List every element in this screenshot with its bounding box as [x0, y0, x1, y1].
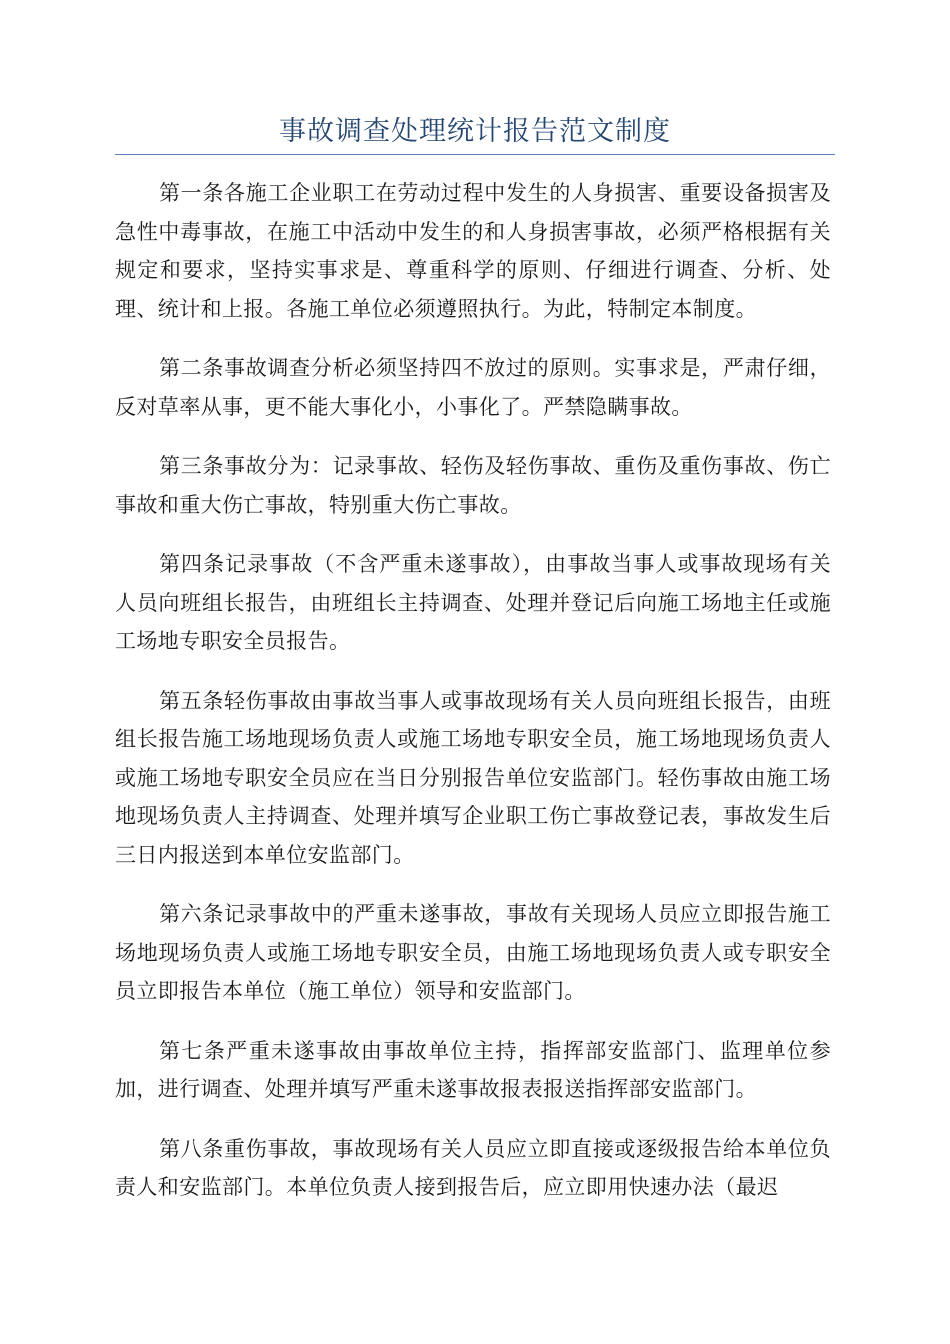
article-3-paragraph: 第三条事故分为：记录事故、轻伤及轻伤事故、重伤及重伤事故、伤亡事故和重大伤亡事故，特别重大伤亡事故。: [115, 454, 831, 517]
article-4-paragraph: 第四条记录事故（不含严重未遂事故），由事故当事人或事故现场有关人员向班组长报告，由班组长主持调查、处理并登记后向施工场地主任或施工场地专职安全员报告。: [115, 552, 831, 653]
article-5-paragraph: 第五条轻伤事故由事故当事人或事故现场有关人员向班组长报告，由班组长报告施工场地现场负责人或施工场地专职安全员，施工场地现场负责人或施工场地专职安全员应在当日分别报告单位安监部门。轻伤事故由施工场地现场负责人主持调查、处理并填写企业职工伤亡事故登记表，事故发生后三日内报送到本单位安监部门。: [115, 688, 831, 867]
article-8-paragraph: 第八条重伤事故，事故现场有关人员应立即直接或逐级报告给本单位负责人和安监部门。本单位负责人接到报告后，应立即用快速办法（最迟: [115, 1136, 831, 1199]
article-2-paragraph: 第二条事故调查分析必须坚持四不放过的原则。实事求是，严肃仔细，反对草率从事，更不能大事化小，小事化了。严禁隐瞒事故。: [115, 356, 831, 419]
title-underline: [115, 154, 835, 155]
document-title: 事故调查处理统计报告范文制度: [279, 116, 671, 147]
document-body: [115, 174, 831, 1228]
article-1-paragraph: 第一条各施工企业职工在劳动过程中发生的人身损害、重要设备损害及急性中毒事故，在施工中活动中发生的和人身损害事故，必须严格根据有关规定和要求，坚持实事求是、尊重科学的原则、仔细进行调查、分析、处理、统计和上报。各施工单位必须遵照执行。为此，特制定本制度。: [115, 181, 831, 321]
article-6-paragraph: 第六条记录事故中的严重未遂事故，事故有关现场人员应立即报告施工场地现场负责人或施工场地专职安全员，由施工场地现场负责人或专职安全员立即报告本单位（施工单位）领导和安监部门。: [115, 902, 831, 1003]
article-7-paragraph: 第七条严重未遂事故由事故单位主持，指挥部安监部门、监理单位参加，进行调查、处理并填写严重未遂事故报表报送指挥部安监部门。: [115, 1038, 831, 1101]
